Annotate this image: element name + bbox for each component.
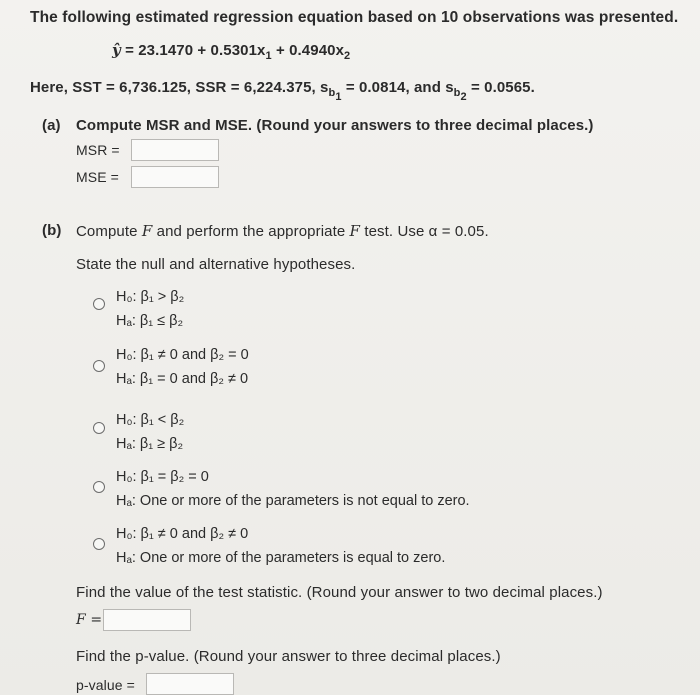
part-b-prompt: Compute F and perform the appropriate F test. Use α = 0.05. [76, 222, 489, 240]
intro-text: The following estimated regression equation based on 10 observations was presented. [30, 9, 679, 26]
part-a-label: (a) [42, 117, 61, 134]
option-3-ha: Hₐ: β₁ ≥ β₂ [116, 436, 184, 452]
y-hat: ŷ [112, 41, 121, 59]
option-3-radio[interactable] [93, 422, 105, 434]
f-input[interactable] [103, 609, 191, 631]
option-1-radio[interactable] [93, 298, 105, 310]
option-1-text [116, 285, 184, 333]
regression-equation: ŷ = $23.1470 + 0.5301x_1 + 0.4940x_2$ [112, 41, 351, 62]
option-2-ha: Hₐ: β₁ = 0 and β₂ ≠ 0 [116, 371, 249, 387]
mse-label: MSE = [76, 169, 119, 185]
option-5-h0: H₀: β₁ ≠ 0 and β₂ ≠ 0 [116, 526, 249, 542]
mse-input[interactable] [131, 166, 219, 188]
option-5-text [116, 522, 445, 570]
option-2-radio[interactable] [93, 360, 105, 372]
option-4-ha: Hₐ: One or more of the parameters is not equal to zero. [116, 493, 470, 509]
part-b-label: (b) [42, 222, 62, 239]
p-prompt: Find the p-value. (Round your answer to three decimal places.) [76, 648, 501, 665]
option-3-text [116, 408, 184, 456]
option-3-h0: H₀: β₁ < β₂ [116, 412, 185, 428]
stat-prompt: Find the value of the test statistic. (Round your answer to two decimal places.) [76, 584, 603, 601]
msr-label: MSR = [76, 142, 120, 158]
hypotheses-prompt: State the null and alternative hypotheses. [76, 256, 356, 273]
p-value-label: p-value = [76, 677, 135, 693]
option-2-h0: H₀: β₁ ≠ 0 and β₂ = 0 [116, 347, 249, 363]
option-5-radio[interactable] [93, 538, 105, 550]
option-1-ha: Hₐ: β₁ ≤ β₂ [116, 313, 184, 329]
given-values: Here, SST = 6,736.125, SSR = 6,224.375, $s_{b_1} = 0.0814$, and $s_{b_2} = 0.0565$. [30, 79, 535, 103]
option-1-h0: H₀: β₁ > β₂ [116, 289, 185, 305]
option-4-radio[interactable] [93, 481, 105, 493]
p-value-input[interactable] [146, 673, 234, 695]
f-label: F = [76, 612, 103, 628]
msr-input[interactable] [131, 139, 219, 161]
option-4-text [116, 465, 470, 513]
option-4-h0: H₀: β₁ = β₂ = 0 [116, 469, 209, 485]
option-2-text [116, 343, 249, 391]
part-a-prompt: Compute MSR and MSE. (Round your answers to three decimal places.) [76, 117, 594, 134]
option-5-ha: Hₐ: One or more of the parameters is equal to zero. [116, 550, 446, 566]
